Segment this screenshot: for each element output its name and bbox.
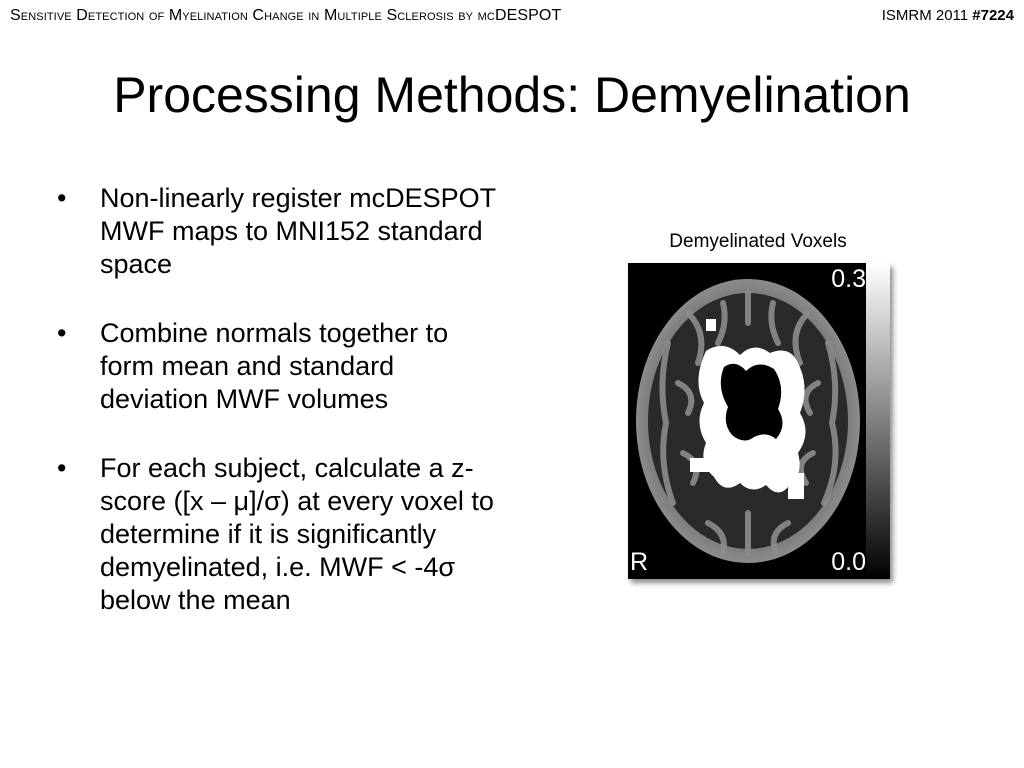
brain-mwf-figure — [628, 263, 890, 579]
bullet-icon: • — [57, 453, 67, 483]
scale-max-label: 0.3 — [831, 265, 866, 293]
bullet-text: Non-linearly register mcDESPOT MWF maps to MNI152 standard space — [100, 183, 496, 279]
bullet-list — [57, 182, 507, 653]
conference-label — [882, 7, 1014, 24]
ventricles — [721, 364, 783, 441]
bullet-item — [57, 452, 507, 617]
slide-title: Processing Methods: Demyelination — [113, 67, 911, 123]
figure-caption: Demyelinated Voxels — [669, 231, 847, 252]
orientation-label: R — [630, 548, 649, 576]
bullet-item — [57, 182, 507, 281]
bullet-text: For each subject, calculate a z-score ([x – μ]/σ) at every voxel to determine if it is significantly demyelinated, i.e. MWF < -4σ below the mean — [100, 453, 494, 615]
brain-mwf-image — [628, 263, 890, 579]
bullet-icon: • — [57, 183, 67, 213]
colorbar — [866, 263, 890, 579]
scale-min-label: 0.0 — [831, 548, 866, 576]
conference-name: ISMRM 2011 — [881, 7, 969, 24]
presentation-title: Sensitive Detection of Myelination Change in Multiple Sclerosis by mcDESPOT — [10, 7, 562, 24]
bullet-icon: • — [57, 318, 67, 348]
bullet-item — [57, 317, 507, 416]
abstract-number: #7224 — [972, 7, 1014, 24]
bullet-text: Combine normals together to form mean and standard deviation MWF volumes — [100, 318, 449, 414]
